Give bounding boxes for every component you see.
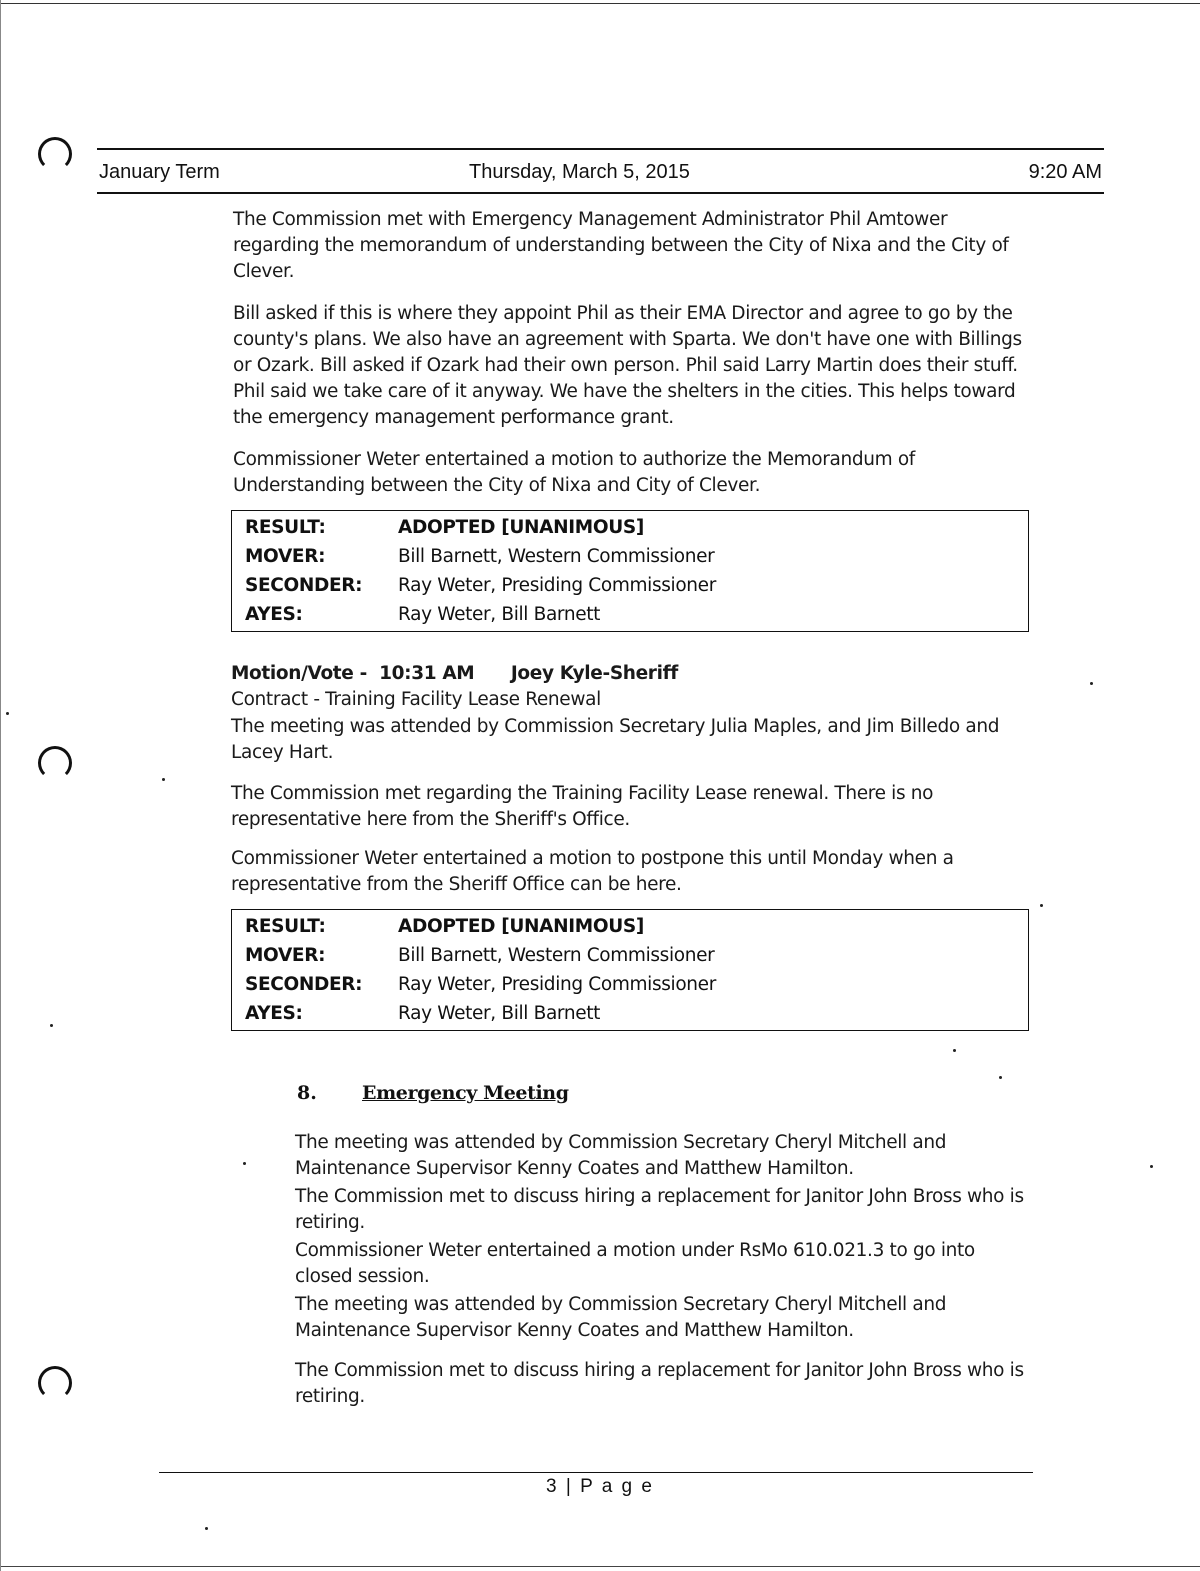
section-number: 8. <box>297 1082 317 1104</box>
item2-subheading: Contract - Training Facility Lease Renewal <box>231 689 601 710</box>
scan-speck <box>162 778 165 781</box>
item2-paragraph: Commissioner Weter entertained a motion to postpone this until Monday when a representative from the Sheriff Office can be here. <box>231 848 954 895</box>
vote-value: ADOPTED [UNANIMOUS] <box>398 916 644 937</box>
item1-paragraph: The Commission met with Emergency Management Administrator Phil Amtower regarding the memorandum of understanding between the City of Nixa and the City of Clever. <box>233 209 1009 282</box>
scan-speck <box>999 1076 1002 1079</box>
vote-row-mover <box>232 542 1028 571</box>
vote-label: MOVER: <box>245 945 326 966</box>
scan-edge-top <box>0 3 1200 4</box>
section-title: Emergency Meeting <box>362 1082 569 1104</box>
vote-label: RESULT: <box>245 517 326 538</box>
scan-speck <box>205 1527 208 1530</box>
punch-hole-icon <box>38 1366 72 1400</box>
vote-value: Ray Weter, Bill Barnett <box>398 1003 601 1024</box>
scan-edge-left <box>0 0 1 1571</box>
punch-hole-icon <box>38 746 72 780</box>
header-time: 9:20 AM <box>1028 161 1102 183</box>
vote-label: SECONDER: <box>245 974 363 995</box>
scan-edge-bottom <box>0 1566 1200 1567</box>
header-rule <box>97 192 1104 194</box>
vote-results-table <box>231 510 1029 632</box>
vote-value: Bill Barnett, Western Commissioner <box>398 546 715 567</box>
scan-speck <box>50 1024 53 1027</box>
header-rule <box>97 148 1104 150</box>
header-term: January Term <box>99 161 220 183</box>
scan-speck <box>1090 682 1093 685</box>
item2-paragraph: The Commission met regarding the Training Facility Lease renewal. There is no representative here from the Sheriff's Office. <box>231 783 934 830</box>
scan-speck <box>953 1049 956 1052</box>
vote-value: ADOPTED [UNANIMOUS] <box>398 517 644 538</box>
scan-speck <box>6 712 9 715</box>
vote-label: SECONDER: <box>245 575 363 596</box>
item2-paragraph: The meeting was attended by Commission Secretary Julia Maples, and Jim Billedo and Lacey Hart. <box>231 716 1000 763</box>
vote-row-ayes <box>232 999 1028 1028</box>
vote-label: MOVER: <box>245 546 326 567</box>
vote-value: Ray Weter, Presiding Commissioner <box>398 974 716 995</box>
vote-results-table <box>231 909 1029 1031</box>
vote-row-result <box>232 912 1028 941</box>
page-number: 3 | P a g e <box>546 1476 654 1497</box>
footer-rule <box>159 1472 1033 1473</box>
section8-paragraph: The Commission met to discuss hiring a replacement for Janitor John Bross who is retiring. <box>295 1360 1024 1407</box>
scan-speck <box>1040 904 1043 907</box>
vote-row-mover <box>232 941 1028 970</box>
item1-paragraph: Bill asked if this is where they appoint Phil as their EMA Director and agree to go by the county's plans. We also have an agreement with Sparta. We don't have one with Billings or Ozark. Bill asked if Ozark had their own person. Phil said Larry Martin does their stuff. Phil said we take care of it anyway. We have the shelters in the cities. This helps toward the emergency management performance grant. <box>233 303 1022 428</box>
vote-value: Ray Weter, Bill Barnett <box>398 604 601 625</box>
item2-heading: Motion/Vote - 10:31 AM Joey Kyle-Sheriff <box>231 663 678 684</box>
header-date: Thursday, March 5, 2015 <box>469 161 690 183</box>
vote-row-result <box>232 513 1028 542</box>
section8-paragraph: The meeting was attended by Commission Secretary Cheryl Mitchell and Maintenance Supervisor Kenny Coates and Matthew Hamilton. <box>295 1294 947 1341</box>
vote-label: RESULT: <box>245 916 326 937</box>
vote-row-seconder <box>232 571 1028 600</box>
scan-speck <box>243 1162 246 1165</box>
section8-paragraph: Commissioner Weter entertained a motion under RsMo 610.021.3 to go into closed session. <box>295 1240 975 1287</box>
punch-hole-icon <box>38 137 72 171</box>
vote-row-seconder <box>232 970 1028 999</box>
item1-paragraph: Commissioner Weter entertained a motion to authorize the Memorandum of Understanding between the City of Nixa and City of Clever. <box>233 449 915 496</box>
vote-label: AYES: <box>245 1003 303 1024</box>
section8-paragraph: The Commission met to discuss hiring a replacement for Janitor John Bross who is retiring. <box>295 1186 1024 1233</box>
vote-label: AYES: <box>245 604 303 625</box>
vote-value: Bill Barnett, Western Commissioner <box>398 945 715 966</box>
vote-row-ayes <box>232 600 1028 629</box>
section8-paragraph: The meeting was attended by Commission Secretary Cheryl Mitchell and Maintenance Supervisor Kenny Coates and Matthew Hamilton. <box>295 1132 947 1179</box>
vote-value: Ray Weter, Presiding Commissioner <box>398 575 716 596</box>
scan-speck <box>1150 1165 1153 1168</box>
